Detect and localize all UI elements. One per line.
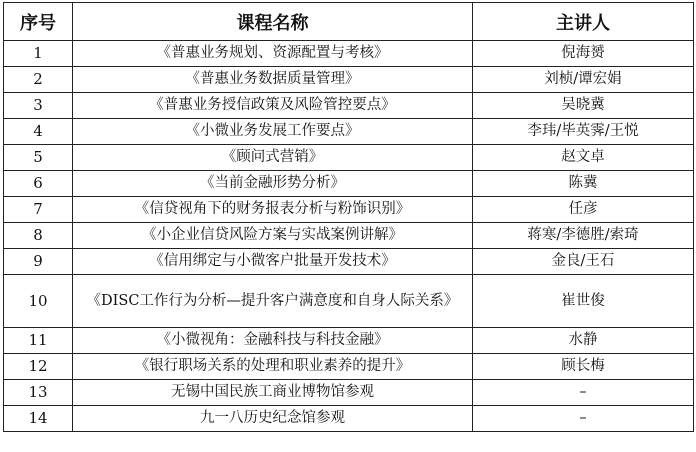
lecturer: 李玮/毕英霁/王悦 bbox=[473, 119, 694, 145]
row-number: 9 bbox=[4, 249, 73, 275]
lecturer: 金良/王石 bbox=[473, 249, 694, 275]
row-number: 6 bbox=[4, 171, 73, 197]
table-header-row bbox=[4, 3, 694, 41]
row-number: 13 bbox=[4, 380, 73, 406]
table-row bbox=[4, 406, 694, 432]
lecturer: – bbox=[473, 380, 694, 406]
header-course-name: 课程名称 bbox=[73, 3, 473, 41]
row-number: 11 bbox=[4, 328, 73, 354]
table-row bbox=[4, 197, 694, 223]
row-number: 7 bbox=[4, 197, 73, 223]
row-number: 14 bbox=[4, 406, 73, 432]
course-name: 《信用绑定与小微客户批量开发技术》 bbox=[73, 249, 473, 275]
table-row bbox=[4, 93, 694, 119]
course-name: 《顾问式营销》 bbox=[73, 145, 473, 171]
header-lecturer: 主讲人 bbox=[473, 3, 694, 41]
lecturer: 水静 bbox=[473, 328, 694, 354]
course-name: 《信贷视角下的财务报表分析与粉饰识别》 bbox=[73, 197, 473, 223]
course-name: 《普惠业务规划、资源配置与考核》 bbox=[73, 41, 473, 67]
row-number: 1 bbox=[4, 41, 73, 67]
course-name: 《普惠业务授信政策及风险管控要点》 bbox=[73, 93, 473, 119]
row-number: 2 bbox=[4, 67, 73, 93]
lecturer: 顾长梅 bbox=[473, 354, 694, 380]
header-number: 序号 bbox=[4, 3, 73, 41]
lecturer: 倪海赟 bbox=[473, 41, 694, 67]
course-name: 《银行职场关系的处理和职业素养的提升》 bbox=[73, 354, 473, 380]
lecturer: 崔世俊 bbox=[473, 275, 694, 328]
table-row bbox=[4, 354, 694, 380]
lecturer: 赵文卓 bbox=[473, 145, 694, 171]
table-row bbox=[4, 41, 694, 67]
table-row bbox=[4, 145, 694, 171]
course-name: 《当前金融形势分析》 bbox=[73, 171, 473, 197]
row-number: 4 bbox=[4, 119, 73, 145]
table-row bbox=[4, 67, 694, 93]
table-row bbox=[4, 328, 694, 354]
course-name: 九一八历史纪念馆参观 bbox=[73, 406, 473, 432]
table-row bbox=[4, 223, 694, 249]
table-row bbox=[4, 119, 694, 145]
table-row bbox=[4, 380, 694, 406]
table-row bbox=[4, 171, 694, 197]
lecturer: – bbox=[473, 406, 694, 432]
lecturer: 陈冀 bbox=[473, 171, 694, 197]
row-number: 5 bbox=[4, 145, 73, 171]
row-number: 8 bbox=[4, 223, 73, 249]
row-number: 3 bbox=[4, 93, 73, 119]
course-name: 《普惠业务数据质量管理》 bbox=[73, 67, 473, 93]
row-number: 12 bbox=[4, 354, 73, 380]
course-name: 无锡中国民族工商业博物馆参观 bbox=[73, 380, 473, 406]
course-name: 《DISC工作行为分析—提升客户满意度和自身人际关系》 bbox=[73, 275, 473, 328]
row-number: 10 bbox=[4, 275, 73, 328]
table-row bbox=[4, 275, 694, 328]
course-name: 《小微视角：金融科技与科技金融》 bbox=[73, 328, 473, 354]
lecturer: 蒋寒/李德胜/索琦 bbox=[473, 223, 694, 249]
course-table-container bbox=[3, 2, 693, 432]
course-name: 《小微业务发展工作要点》 bbox=[73, 119, 473, 145]
course-table bbox=[3, 2, 694, 432]
table-row bbox=[4, 249, 694, 275]
lecturer: 刘桢/谭宏娟 bbox=[473, 67, 694, 93]
lecturer: 吴晓冀 bbox=[473, 93, 694, 119]
course-name: 《小企业信贷风险方案与实战案例讲解》 bbox=[73, 223, 473, 249]
lecturer: 任彦 bbox=[473, 197, 694, 223]
